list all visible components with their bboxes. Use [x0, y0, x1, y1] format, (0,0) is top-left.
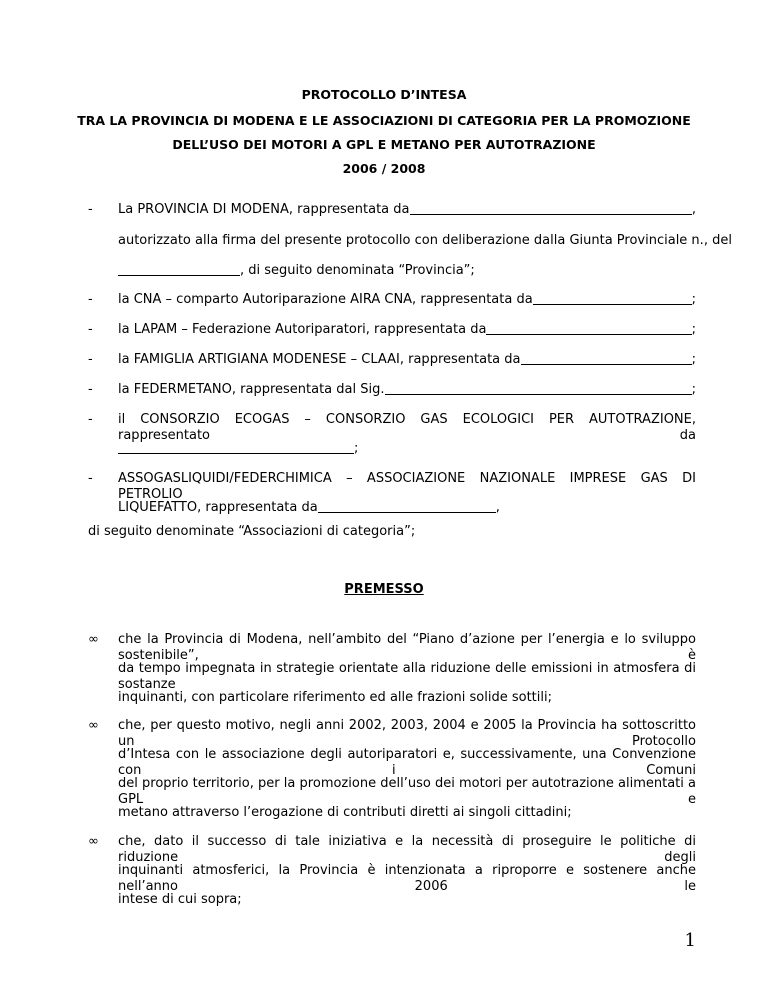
party-text: La PROVINCIA DI MODENA, rappresentata da — [118, 202, 410, 217]
party-ecogas-line2 — [118, 441, 696, 457]
doc-years: 2006 / 2008 — [342, 161, 426, 176]
party-end: ; — [691, 382, 696, 397]
party-provincia-line3 — [118, 263, 696, 279]
signature-blank — [318, 500, 496, 513]
party-provincia-line2 — [118, 233, 732, 249]
party-text: LIQUEFATTO, rappresentata da — [118, 500, 318, 515]
party-cna — [118, 292, 696, 308]
bullet-icon: ∞ — [88, 718, 99, 733]
party-dash: - — [88, 412, 93, 427]
party-text: , del — [703, 233, 732, 248]
party-dash: - — [88, 322, 93, 337]
party-federmetano — [118, 382, 696, 398]
party-end: , — [691, 202, 696, 217]
premesso-2-line2: d’Intesa con le associazione degli autoriparatori e, successivamente, una Convenzione con i Comuni — [118, 747, 696, 778]
party-provincia-line1 — [118, 202, 696, 218]
premesso-2-line1: che, per questo motivo, negli anni 2002, 2003, 2004 e 2005 la Provincia ha sottoscritto un Protocollo — [118, 718, 696, 749]
bullet-icon: ∞ — [88, 834, 99, 849]
party-end: ; — [691, 292, 696, 307]
doc-title: PROTOCOLLO D’INTESA — [301, 87, 467, 102]
party-end: ; — [691, 352, 696, 367]
doc-subtitle-line1: TRA LA PROVINCIA DI MODENA E LE ASSOCIAZIONI DI CATEGORIA PER LA PROMOZIONE — [77, 113, 691, 128]
page-number: 1 — [684, 930, 696, 951]
premesso-3-line3: intese di cui sopra; — [118, 892, 242, 907]
signature-blank — [118, 441, 354, 454]
party-dash: - — [88, 471, 93, 486]
signature-blank — [533, 292, 692, 305]
party-text: la FEDERMETANO, rappresentata dal Sig. — [118, 382, 385, 397]
party-dash: - — [88, 292, 93, 307]
premesso-2-line4: metano attraverso l’erogazione di contributi diretti ai singoli cittadini; — [118, 805, 572, 820]
premesso-1-line2: da tempo impegnata in strategie orientate alla riduzione delle emissioni in atmosfera di sostanze — [118, 661, 696, 692]
party-claai — [118, 352, 696, 368]
party-dash: - — [88, 352, 93, 367]
premesso-1-line3: inquinanti, con particolare riferimento ed alle frazioni solide sottili; — [118, 690, 552, 705]
premesso-3-line2: inquinanti atmosferici, la Provincia è intenzionata a riproporre e sostenere anche nell’anno 2006 le — [118, 863, 696, 894]
party-text: autorizzato alla firma del presente protocollo con deliberazione dalla Giunta Provinciale n. — [118, 233, 704, 248]
party-text: , di seguito denominata “Provincia”; — [240, 263, 475, 278]
signature-blank — [521, 352, 692, 365]
party-assogas-line1: ASSOGASLIQUIDI/FEDERCHIMICA – ASSOCIAZIONE NAZIONALE IMPRESE GAS DI PETROLIO — [118, 471, 696, 502]
bullet-icon: ∞ — [88, 632, 99, 647]
party-end: ; — [691, 322, 696, 337]
signature-blank — [410, 202, 692, 215]
party-text: la CNA – comparto Autoriparazione AIRA CNA, rappresentata da — [118, 292, 533, 307]
premesso-heading: PREMESSO — [344, 582, 424, 597]
party-text: la FAMIGLIA ARTIGIANA MODENESE – CLAAI, rappresentata da — [118, 352, 521, 367]
signature-blank — [385, 382, 692, 395]
party-end: , — [495, 500, 500, 515]
party-ecogas-line1: il CONSORZIO ECOGAS – CONSORZIO GAS ECOLOGICI PER AUTOTRAZIONE, rappresentato da — [118, 412, 696, 443]
party-dash: - — [88, 382, 93, 397]
premesso-3-line1: che, dato il successo di tale iniziativa e la necessità di proseguire le politiche di riduzione degli — [118, 834, 696, 865]
party-assogas-line2 — [118, 500, 696, 516]
doc-subtitle-line2: DELL’USO DEI MOTORI A GPL E METANO PER AUTOTRAZIONE — [172, 137, 596, 152]
party-end: ; — [354, 441, 359, 456]
signature-blank — [486, 322, 691, 335]
party-text: la LAPAM – Federazione Autoriparatori, rappresentata da — [118, 322, 487, 337]
party-lapam — [118, 322, 696, 338]
parties-closing: di seguito denominate “Associazioni di categoria”; — [88, 524, 416, 539]
party-dash: - — [88, 202, 93, 217]
premesso-2-line3: del proprio territorio, per la promozione dell’uso dei motori per autotrazione alimentati a GPL e — [118, 776, 696, 807]
premesso-1-line1: che la Provincia di Modena, nell’ambito del “Piano d’azione per l’energia e lo sviluppo sostenibile”, è — [118, 632, 696, 663]
date-blank — [118, 263, 240, 276]
